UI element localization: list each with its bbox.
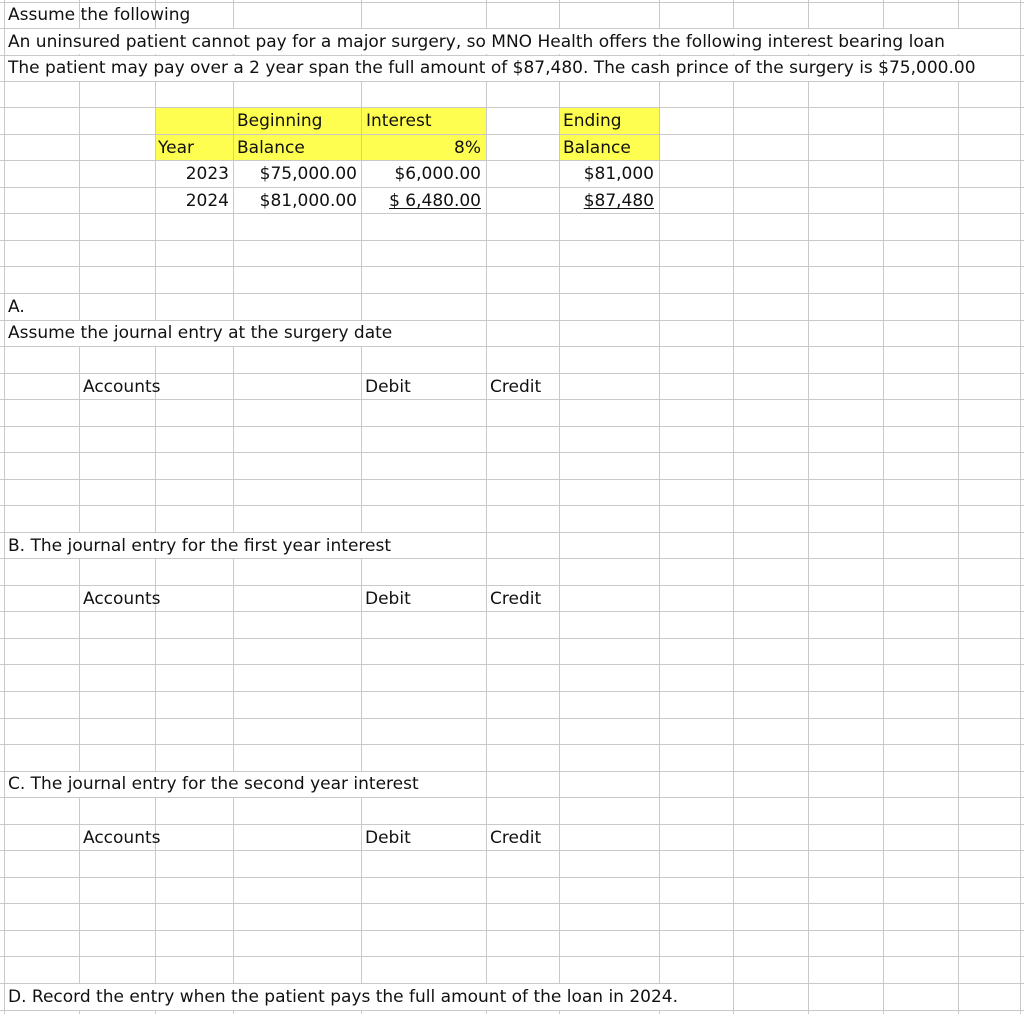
section-d-title: D. Record the entry when the patient pays the full amount of the loan in 2024.: [8, 987, 679, 1007]
section-c-credit-header: Credit: [490, 828, 542, 848]
section-a-title: Assume the journal entry at the surgery date: [8, 323, 393, 343]
header-beginning-line2: Balance: [237, 138, 305, 158]
row-2024-beginning: $81,000.00: [259, 191, 357, 211]
header-year: Year: [158, 138, 194, 158]
intro-line-3: The patient may pay over a 2 year span the full amount of $87,480. The cash prince of the surgery is $75,000.00: [8, 58, 976, 78]
interest-rate: 8%: [454, 138, 481, 158]
header-beginning-line1: Beginning: [237, 111, 323, 131]
section-a-debit-header: Debit: [365, 377, 411, 397]
intro-line-2: An uninsured patient cannot pay for a major surgery, so MNO Health offers the following interest bearing loan: [8, 32, 945, 52]
header-ending-line1: Ending: [563, 111, 622, 131]
section-b-debit-header: Debit: [365, 589, 411, 609]
section-b-accounts-header: Accounts: [83, 589, 161, 609]
section-b-title: B. The journal entry for the first year interest: [8, 536, 392, 556]
section-c-debit-header: Debit: [365, 828, 411, 848]
section-a-credit-header: Credit: [490, 377, 542, 397]
header-interest: Interest: [366, 111, 432, 131]
header-ending-line2: Balance: [563, 138, 631, 158]
section-b-credit-header: Credit: [490, 589, 542, 609]
row-2023-interest: $6,000.00: [394, 164, 481, 184]
section-a-accounts-header: Accounts: [83, 377, 161, 397]
intro-line-1: Assume the following: [8, 5, 191, 25]
row-2023-year: 2023: [185, 164, 229, 184]
row-2024-ending: $87,480: [583, 191, 654, 211]
row-2024-interest: $ 6,480.00: [389, 191, 481, 211]
section-c-title: C. The journal entry for the second year interest: [8, 774, 419, 794]
row-2024-year: 2024: [185, 191, 229, 211]
row-2023-ending: $81,000: [583, 164, 654, 184]
row-2023-beginning: $75,000.00: [259, 164, 357, 184]
section-a-label: A.: [8, 297, 25, 317]
section-c-accounts-header: Accounts: [83, 828, 161, 848]
